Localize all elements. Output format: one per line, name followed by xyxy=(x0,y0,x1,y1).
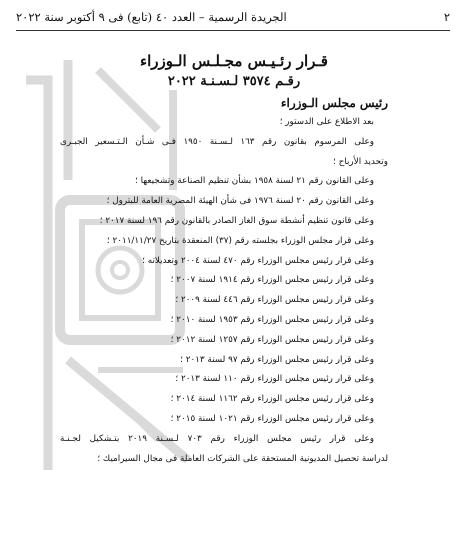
body-line: وعلى قانون تنظيم أنشطة سوق الغاز الصادر بالقانون رقم ١٩٦ لسنة ٢٠١٧ ؛ xyxy=(99,215,374,226)
running-header xyxy=(16,8,450,31)
body-line: وعلى القانون رقم ٢١ لسنة ١٩٥٨ بشأن تنظيم الصناعة وتشجيعها ؛ xyxy=(135,176,374,187)
body-line: وعلى المرسوم بقانون رقم ١٦٣ لـسـنة ١٩٥٠ فـى شـأن الـتـسعير الجبـرى xyxy=(60,136,374,147)
page-number: ٢ xyxy=(443,10,450,24)
body-line: وعلى قرار رئيس مجلس الوزراء رقم ١١٦٢ لسنة ٢٠١٤ ؛ xyxy=(170,394,374,405)
body-line: وعلى قرار رئيس مجلس الوزراء رقم ٤٧٠ لسنة ٢٠٠٤ وتعديلاته ؛ xyxy=(142,255,374,266)
body-line: وعلى قرار رئيس مجلس الوزراء رقم ١١٠ لسنة ٢٠١٣ ؛ xyxy=(175,374,374,385)
body-line: وعلى قرار رئيس مجلس الوزراء رقم ٤٤٦ لسنة ٢٠٠٩ ؛ xyxy=(175,295,374,306)
body-line: وعلى قرار رئيس مجلس الوزراء رقم ١٩٥٣ لسنة ٢٠١٠ ؛ xyxy=(170,314,374,325)
body-line: وعلى قرار رئيس مجلس الوزراء رقم ٧٠٣ لـسـنة ٢٠١٩ بتـشكيل لجـنـة xyxy=(60,433,374,444)
body-line: وعلى قرار رئيس مجلس الوزراء رقم ١٢٥٧ لسنة ٢٠١٢ ؛ xyxy=(170,334,374,345)
body-line-preamble: بعد الاطلاع على الدستور ؛ xyxy=(279,117,374,127)
decree-title: قـرار رئـيـس مجـلـس الـوزراء xyxy=(140,52,328,70)
body-line: وتحديد الأرباح ؛ xyxy=(333,156,388,167)
body-line: وعلى قرار رئيس مجلس الوزراء رقم ١٠٢١ لسنة ٢٠١٥ ؛ xyxy=(170,413,374,424)
body-line: وعلى قرار رئيس مجلس الوزراء رقم ٩٧ لسنة ٢٠١٣ ؛ xyxy=(180,354,374,365)
body-line: وعلى القانون رقم ٢٠ لسنة ١٩٧٦ فى شأن الهيئة المصرية العامة للبترول ؛ xyxy=(106,196,374,207)
decree-number: رقـم ٣٥٧٤ لـسـنـة ٢٠٢٢ xyxy=(167,74,301,89)
body-line: لدراسة تحصيل المديونية المستحقة على الشركات العاملة فى مجال السيراميك ؛ xyxy=(97,453,388,464)
body-line: وعلى قرار رئيس مجلس الوزراء رقم ١٩١٤ لسنة ٢٠٠٧ ؛ xyxy=(170,275,374,286)
running-title: الجريدة الرسمية – العدد ٤٠ (تابع) فى ٩ أكتوبر سنة ٢٠٢٢ xyxy=(16,10,287,24)
body-heading: رئيس مجلس الـوزراء xyxy=(280,96,388,110)
body-line: وعلى قرار مجلس الوزراء بجلسته رقم (٣٧) المنعقدة بتاريخ ٢٠١١/١١/٢٧ ؛ xyxy=(106,235,374,246)
decree-body xyxy=(60,113,388,469)
